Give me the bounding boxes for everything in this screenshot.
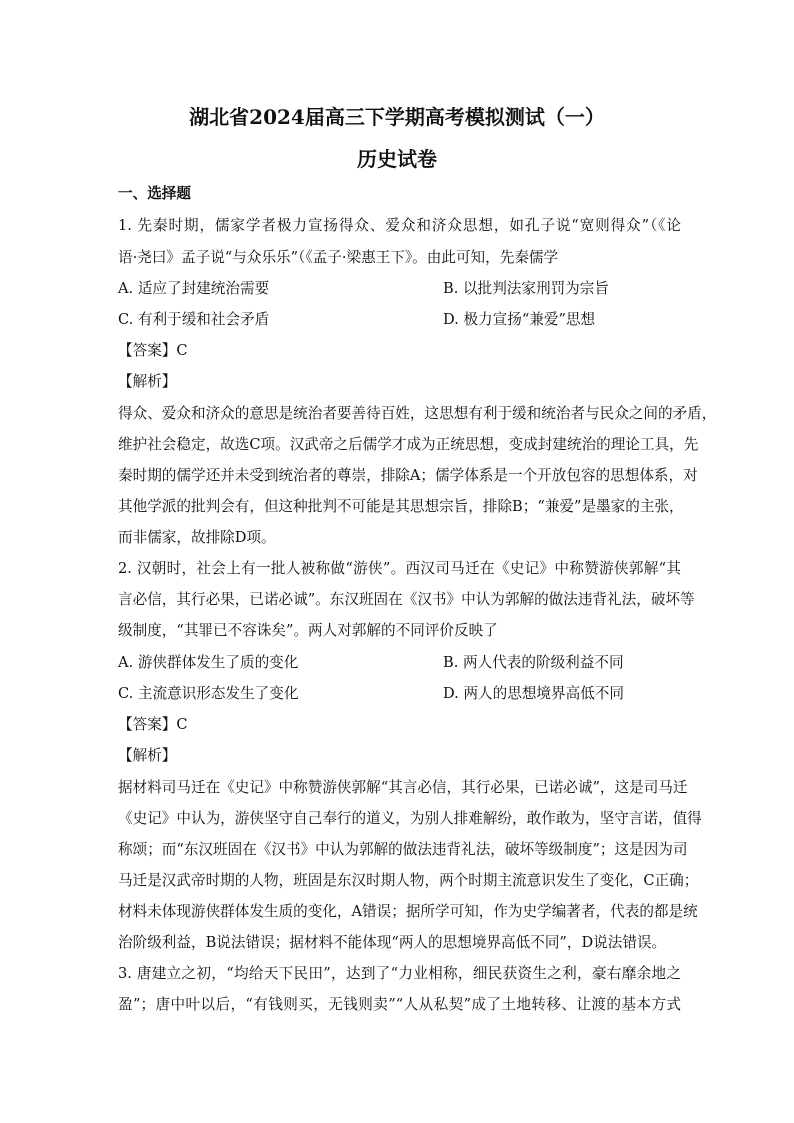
question-2-stem-line: 2. 汉朝时，社会上有一批人被称做“游侠”。西汉司马迁在《史记》中称赞游侠郭解“其 (118, 560, 681, 577)
question-2-analysis-line: 治阶级利益，B说法错误；据材料不能体现“两人的思想境界高低不同”，D说法错误。 (118, 934, 667, 951)
question-2-stem-line: 言必信，其行必果，已诺必诚”。东汉班固在《汉书》中认为郭解的做法违背礼法，破坏等 (118, 591, 695, 608)
question-2-analysis-label: 【解析】 (118, 747, 177, 764)
question-2-analysis-line: 《史记》中认为，游侠坚守自己奉行的道义，为别人排难解纷，敢作敢为，坚守言诺，值得 (118, 810, 702, 827)
question-1-option-d: D. 极力宣扬“兼爱”思想 (443, 311, 596, 328)
question-1-analysis-line: 维护社会稳定，故选C项。汉武帝之后儒学才成为正统思想，变成封建统治的理论工具，先 (118, 436, 699, 453)
question-1-option-b: B. 以批判法家刑罚为宗旨 (443, 280, 609, 297)
question-1-stem-line: 1. 先秦时期，儒家学者极力宣扬得众、爱众和济众思想，如孔子说“宽则得众”（《论 (118, 217, 681, 234)
question-1-analysis-line: 其他学派的批判会有，但这种批判不可能是其思想宗旨，排除B；“兼爱”是墨家的主张， (118, 498, 684, 515)
document-title: 湖北省2024届高三下学期高考模拟测试（一） (189, 105, 605, 129)
question-1-option-a: A. 适应了封建统治需要 (118, 280, 270, 297)
section-title: 一、选择题 (118, 185, 191, 202)
question-1-analysis-line: 而非儒家，故排除D项。 (118, 529, 276, 546)
document-subtitle: 历史试卷 (357, 147, 437, 171)
question-1-analysis-line: 得众、爱众和济众的意思是统治者要善待百姓，这思想有利于缓和统治者与民众之间的矛盾， (118, 405, 717, 422)
question-2-option-d: D. 两人的思想境界高低不同 (443, 685, 624, 702)
question-1-option-c: C. 有利于缓和社会矛盾 (118, 311, 270, 328)
question-1-stem-line: 语·尧曰》孟子说“与众乐乐”（《孟子·梁惠王下》。由此可知，先秦儒学 (118, 249, 559, 266)
question-3-stem-line: 盈”；唐中叶以后，“有钱则买，无钱则卖”“人从私契”成了土地转移、让渡的基本方式 (118, 996, 681, 1013)
question-3-stem-line: 3. 唐建立之初，“均给天下民田”，达到了“力业相称，细民获资生之利，豪右靡余地之 (118, 965, 681, 982)
question-1-analysis-label: 【解析】 (118, 373, 177, 390)
question-2-analysis-line: 称颂；而“东汉班固在《汉书》中认为郭解的做法违背礼法，破坏等级制度”；这是因为司 (118, 841, 688, 858)
question-1-analysis-line: 秦时期的儒学还并未受到统治者的尊崇，排除A；儒学体系是一个开放包容的思想体系，对 (118, 467, 698, 484)
question-2-option-c: C. 主流意识形态发生了变化 (118, 685, 299, 702)
question-2-analysis-line: 据材料司马迁在《史记》中称赞游侠郭解“其言必信，其行必果，已诺必诚”，这是司马迁 (118, 779, 688, 796)
question-2-stem-line: 级制度，“其罪已不容诛矣”。两人对郭解的不同评价反映了 (118, 622, 498, 639)
question-2-answer: 【答案】C (118, 716, 188, 733)
question-2-option-b: B. 两人代表的阶级利益不同 (443, 654, 624, 671)
question-2-analysis-line: 马迁是汉武帝时期的人物，班固是东汉时期人物，两个时期主流意识发生了变化，C正确； (118, 872, 699, 889)
question-2-analysis-line: 材料未体现游侠群体发生质的变化，A错误；据所学可知，作为史学编著者，代表的都是统 (118, 903, 698, 920)
question-1-answer: 【答案】C (118, 342, 188, 359)
question-2-option-a: A. 游侠群体发生了质的变化 (118, 654, 299, 671)
